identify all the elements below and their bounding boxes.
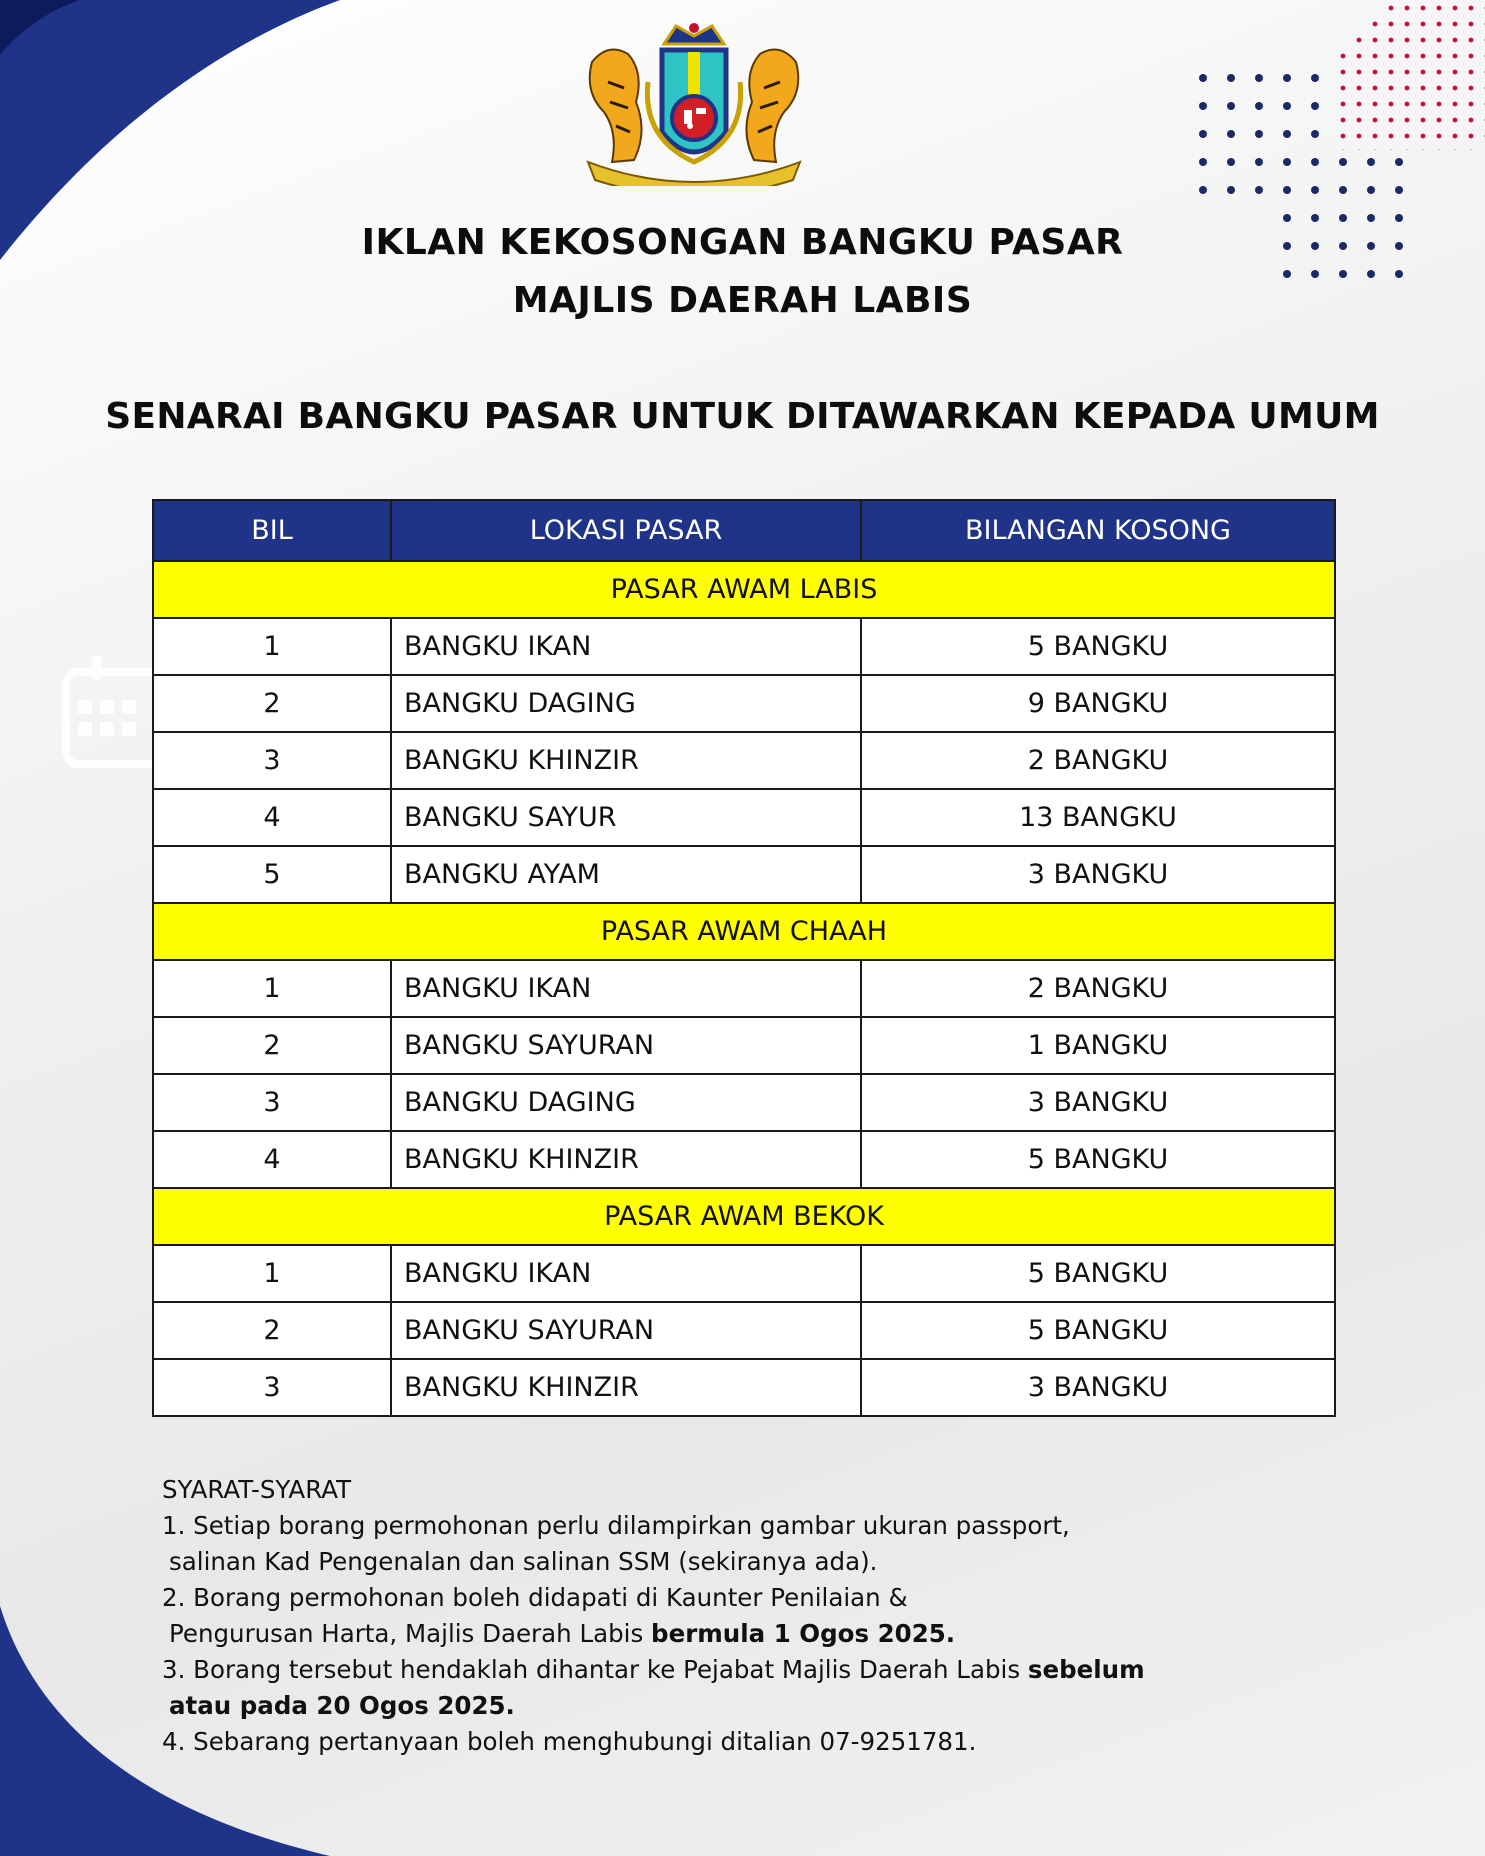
decor-dot [1255, 158, 1263, 166]
market-name: PASAR AWAM BEKOK [153, 1188, 1335, 1245]
decor-dot [1339, 186, 1347, 194]
decor-dot [1453, 70, 1458, 75]
cell-bilangan: 1 BANGKU [861, 1017, 1335, 1074]
table-row [153, 1302, 1335, 1359]
decor-dot [1311, 214, 1319, 222]
table-row [153, 960, 1335, 1017]
market-group-row [153, 903, 1335, 960]
cell-lokasi: BANGKU IKAN [391, 960, 861, 1017]
decor-dot [1437, 118, 1442, 123]
decor-dot [1283, 130, 1291, 138]
decor-dot [1367, 270, 1375, 278]
decor-dot [1373, 38, 1378, 43]
cell-bilangan: 5 BANGKU [861, 618, 1335, 675]
table-header-row [153, 500, 1335, 561]
decor-dot [1367, 186, 1375, 194]
decor-dot [1311, 186, 1319, 194]
cell-lokasi: BANGKU SAYURAN [391, 1017, 861, 1074]
cell-lokasi: BANGKU IKAN [391, 1245, 861, 1302]
decor-dot [1199, 158, 1207, 166]
decor-dot [1437, 6, 1442, 11]
decor-dot [1389, 22, 1394, 27]
table-row [153, 1359, 1335, 1416]
decor-dot [1311, 270, 1319, 278]
header-bil: BIL [153, 500, 391, 561]
term-item-4 [162, 1724, 1262, 1760]
cell-lokasi: BANGKU KHINZIR [391, 732, 861, 789]
decor-dot [1395, 186, 1403, 194]
decor-dot [1373, 54, 1378, 59]
decor-dot [1199, 130, 1207, 138]
table-row [153, 732, 1335, 789]
decor-dot [1199, 186, 1207, 194]
decor-dot [1421, 38, 1426, 43]
decor-dot [1469, 22, 1474, 27]
decor-dot [1199, 102, 1207, 110]
cell-bil: 2 [153, 675, 391, 732]
decor-dot [1341, 54, 1346, 59]
decor-dot [1469, 38, 1474, 43]
cell-lokasi: BANGKU DAGING [391, 1074, 861, 1131]
term-text: 4. Sebarang pertanyaan boleh menghubungi ditalian 07-9251781. [162, 1727, 977, 1756]
term-item-3 [162, 1652, 1262, 1688]
decor-dot [1405, 6, 1410, 11]
decor-dot [1283, 270, 1291, 278]
cell-bil: 2 [153, 1302, 391, 1359]
decor-dot [1437, 22, 1442, 27]
decor-dot [1437, 70, 1442, 75]
terms-heading: SYARAT-SYARAT [162, 1475, 352, 1504]
market-name: PASAR AWAM CHAAH [153, 903, 1335, 960]
decor-dot [1255, 102, 1263, 110]
decor-dot [1453, 102, 1458, 107]
cell-bilangan: 2 BANGKU [861, 732, 1335, 789]
page-title-organisation: MAJLIS DAERAH LABIS [512, 280, 973, 321]
decor-dot [1283, 214, 1291, 222]
cell-bilangan: 3 BANGKU [861, 846, 1335, 903]
cell-bil: 3 [153, 1359, 391, 1416]
decor-dot [1311, 158, 1319, 166]
cell-bilangan: 5 BANGKU [861, 1245, 1335, 1302]
term-item-2 [162, 1580, 1262, 1616]
market-group-row [153, 1188, 1335, 1245]
cell-bilangan: 9 BANGKU [861, 675, 1335, 732]
term-text: 1. Setiap borang permohonan perlu dilampirkan gambar ukuran passport, [162, 1511, 1070, 1540]
decor-dot [1405, 38, 1410, 43]
table-row [153, 1074, 1335, 1131]
decor-dot [1395, 270, 1403, 278]
cell-bil: 5 [153, 846, 391, 903]
decor-dot [1311, 130, 1319, 138]
cell-lokasi: BANGKU SAYUR [391, 789, 861, 846]
decor-dot [1389, 38, 1394, 43]
decor-dot [1283, 102, 1291, 110]
decor-dot [1437, 134, 1442, 139]
decor-dot [1453, 22, 1458, 27]
cell-bil: 1 [153, 960, 391, 1017]
decor-dot [1339, 214, 1347, 222]
term-deadline-date: atau pada 20 Ogos 2025. [169, 1691, 515, 1720]
decor-dot [1373, 22, 1378, 27]
stall-vacancy-table [152, 499, 1336, 1417]
decor-dot [1283, 74, 1291, 82]
decor-dot [1405, 54, 1410, 59]
table-row [153, 618, 1335, 675]
decor-dot [1283, 158, 1291, 166]
decor-dot [1283, 186, 1291, 194]
cell-lokasi: BANGKU SAYURAN [391, 1302, 861, 1359]
term-item-2-cont [162, 1616, 1262, 1652]
decor-dot [1405, 22, 1410, 27]
market-group-row [153, 561, 1335, 618]
cell-lokasi: BANGKU IKAN [391, 618, 861, 675]
cell-lokasi: BANGKU KHINZIR [391, 1131, 861, 1188]
cell-bil: 1 [153, 1245, 391, 1302]
cell-bilangan: 3 BANGKU [861, 1074, 1335, 1131]
cell-bilangan: 13 BANGKU [861, 789, 1335, 846]
decor-dot [1255, 130, 1263, 138]
decor-dot [1469, 102, 1474, 107]
decor-dot [1469, 134, 1474, 139]
decor-dot [1437, 86, 1442, 91]
cell-lokasi: BANGKU DAGING [391, 675, 861, 732]
decor-dot [1357, 38, 1362, 43]
decor-dot [1437, 38, 1442, 43]
header-bilangan-kosong: BILANGAN KOSONG [861, 500, 1335, 561]
decor-dot [1421, 54, 1426, 59]
terms-section [162, 1472, 1262, 1760]
cell-lokasi: BANGKU AYAM [391, 846, 861, 903]
decor-dot [1453, 118, 1458, 123]
table-row [153, 1017, 1335, 1074]
table-row [153, 846, 1335, 903]
decor-dot [1395, 158, 1403, 166]
decor-dot [1421, 6, 1426, 11]
decor-dot [1389, 54, 1394, 59]
decor-dot [1227, 130, 1235, 138]
decor-dot [1437, 102, 1442, 107]
term-text: 2. Borang permohonan boleh didapati di Kaunter Penilaian & [162, 1583, 908, 1612]
term-text: 3. Borang tersebut hendaklah dihantar ke Pejabat Majlis Daerah Labis [162, 1655, 1021, 1684]
decor-dot [1227, 186, 1235, 194]
decor-dot [1357, 54, 1362, 59]
decor-dot [1437, 54, 1442, 59]
decor-dot [1227, 158, 1235, 166]
term-item-3-cont [162, 1688, 1262, 1724]
header-lokasi-pasar: LOKASI PASAR [391, 500, 861, 561]
decor-dot [1339, 270, 1347, 278]
decor-dot [1227, 102, 1235, 110]
market-name: PASAR AWAM LABIS [153, 561, 1335, 618]
decor-dot [1311, 102, 1319, 110]
term-text: Pengurusan Harta, Majlis Daerah Labis [169, 1619, 644, 1648]
decor-dot [1453, 54, 1458, 59]
decor-dot [1469, 70, 1474, 75]
decor-dot [1367, 158, 1375, 166]
cell-bil: 4 [153, 1131, 391, 1188]
decor-dot [1469, 54, 1474, 59]
term-deadline: sebelum [1027, 1655, 1145, 1684]
cell-bil: 4 [153, 789, 391, 846]
term-date-start: bermula 1 Ogos 2025. [651, 1619, 956, 1648]
decor-dot [1199, 74, 1207, 82]
cell-bil: 1 [153, 618, 391, 675]
decor-dot [1227, 74, 1235, 82]
cell-lokasi: BANGKU KHINZIR [391, 1359, 861, 1416]
table-subtitle: SENARAI BANGKU PASAR UNTUK DITAWARKAN KEPADA UMUM [105, 396, 1380, 437]
decor-dot [1469, 118, 1474, 123]
decor-dot [1389, 6, 1394, 11]
decor-dot [1367, 214, 1375, 222]
cell-bil: 2 [153, 1017, 391, 1074]
table-row [153, 1245, 1335, 1302]
page-title: IKLAN KEKOSONGAN BANGKU PASAR [361, 222, 1124, 263]
term-item-1 [162, 1508, 1262, 1544]
calendar-icon [62, 650, 154, 770]
table-row [153, 1131, 1335, 1188]
term-item-1-cont [162, 1544, 1262, 1580]
table-row [153, 789, 1335, 846]
decor-dot [1255, 74, 1263, 82]
term-text: salinan Kad Pengenalan dan salinan SSM (sekiranya ada). [169, 1547, 878, 1576]
crest-icon [578, 22, 810, 186]
decor-dot [1469, 86, 1474, 91]
decor-dot [1453, 86, 1458, 91]
cell-bilangan: 2 BANGKU [861, 960, 1335, 1017]
cell-bil: 3 [153, 732, 391, 789]
decor-dot [1421, 22, 1426, 27]
table-row [153, 675, 1335, 732]
cell-bil: 3 [153, 1074, 391, 1131]
decor-dot [1453, 6, 1458, 11]
cell-bilangan: 3 BANGKU [861, 1359, 1335, 1416]
cell-bilangan: 5 BANGKU [861, 1131, 1335, 1188]
cell-bilangan: 5 BANGKU [861, 1302, 1335, 1359]
decor-dot [1255, 186, 1263, 194]
decor-dot [1311, 74, 1319, 82]
decor-dot [1395, 214, 1403, 222]
decor-dot [1453, 38, 1458, 43]
decor-dot [1453, 134, 1458, 139]
decor-dot [1469, 6, 1474, 11]
decor-dot [1339, 158, 1347, 166]
